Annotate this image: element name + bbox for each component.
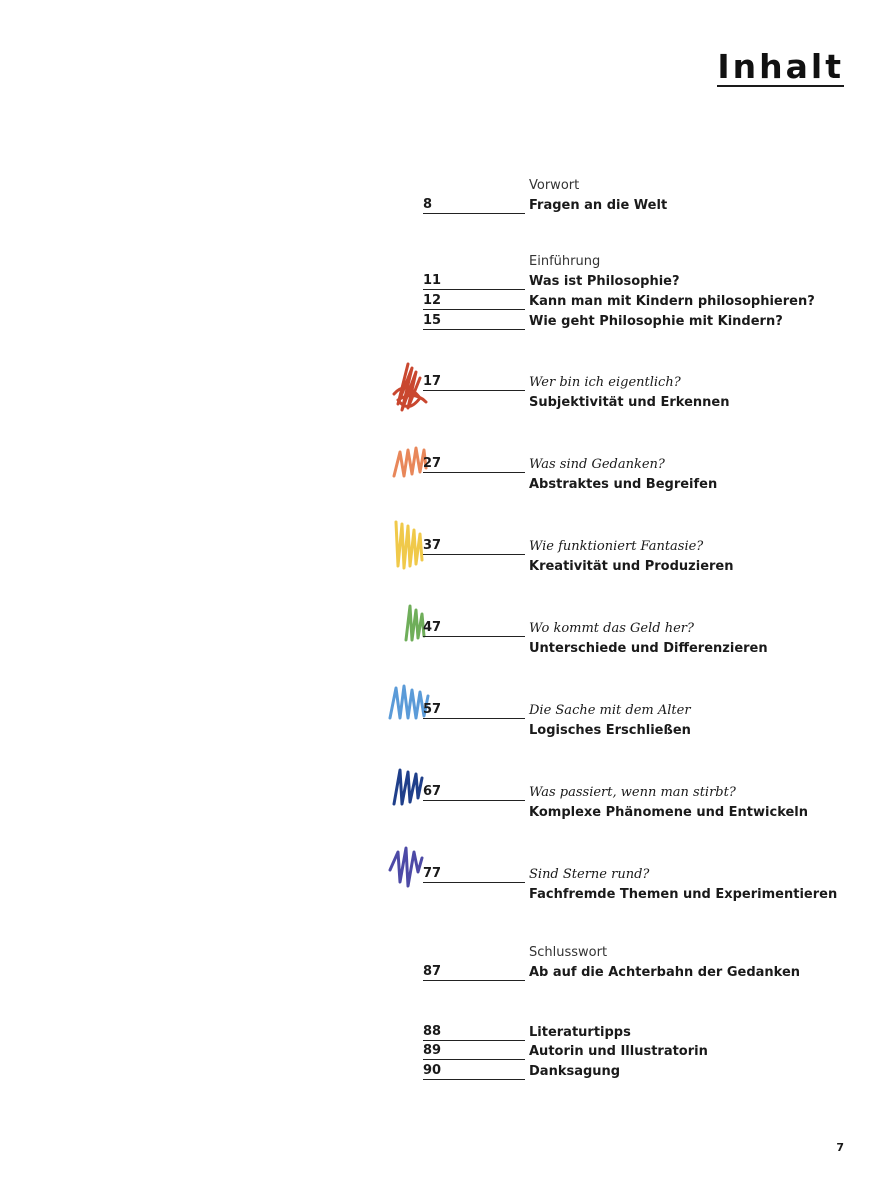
toc-page-number: 87 (423, 964, 525, 981)
toc-entry[interactable] (423, 273, 843, 290)
chapter-question: Wie funktioniert Fantasie? (529, 539, 704, 554)
toc-page-number: 89 (423, 1043, 525, 1060)
section-label-schlusswort: Schlusswort (529, 945, 608, 960)
toc-chapter-entry[interactable] (423, 702, 843, 719)
toc-chapter-entry[interactable] (423, 866, 843, 883)
chapter-question: Was passiert, wenn man stirbt? (529, 785, 736, 800)
chapter-theme: Kreativität und Produzieren (529, 559, 734, 574)
toc-page-number: 37 (423, 538, 525, 555)
toc-page-number: 88 (423, 1024, 525, 1041)
chapter-theme: Fachfremde Themen und Experimentieren (529, 887, 838, 902)
toc-entry-title: Literaturtipps (529, 1025, 631, 1040)
toc-page-number: 47 (423, 620, 525, 637)
chapter-question: Wer bin ich eigentlich? (529, 375, 681, 390)
toc-entry-title: Danksagung (529, 1064, 621, 1079)
toc-page-number: 67 (423, 784, 525, 801)
toc-chapter-entry[interactable] (423, 620, 843, 637)
chapter-theme: Logisches Erschließen (529, 723, 691, 738)
toc-entry-title: Was ist Philosophie? (529, 274, 680, 289)
toc-entry-title: Autorin und Illustratorin (529, 1044, 708, 1059)
section-label-vorwort: Vorwort (529, 178, 580, 193)
toc-chapter-entry[interactable] (423, 538, 843, 555)
toc-chapter-entry[interactable] (423, 374, 843, 391)
chapter-theme: Komplexe Phänomene und Entwickeln (529, 805, 809, 820)
page-title: Inhalt (717, 47, 844, 86)
chapter-question: Sind Sterne rund? (529, 867, 650, 882)
toc-page-number: 11 (423, 273, 525, 290)
toc-entry-title: Wie geht Philosophie mit Kindern? (529, 314, 783, 329)
toc-page-number: 15 (423, 313, 525, 330)
toc-page-number: 57 (423, 702, 525, 719)
chapter-theme: Abstraktes und Begreifen (529, 477, 718, 492)
section-label-einfuehrung: Einführung (529, 254, 601, 269)
toc-page-number: 90 (423, 1063, 525, 1080)
toc-entry[interactable] (423, 1024, 843, 1041)
toc-page-number: 12 (423, 293, 525, 310)
toc-entry-title: Fragen an die Welt (529, 198, 668, 213)
chapter-question: Wo kommt das Geld her? (529, 621, 694, 636)
toc-chapter-entry[interactable] (423, 784, 843, 801)
toc-page-number: 17 (423, 374, 525, 391)
chapter-theme: Subjektivität und Erkennen (529, 395, 730, 410)
chapter-question: Was sind Gedanken? (529, 457, 665, 472)
chapter-theme: Unterschiede und Differenzieren (529, 641, 768, 656)
page-number: 7 (836, 1141, 844, 1154)
toc-entry-title: Kann man mit Kindern philosophieren? (529, 294, 815, 309)
toc-page-number: 77 (423, 866, 525, 883)
toc-entry[interactable] (423, 313, 843, 330)
toc-entry[interactable] (423, 964, 843, 981)
chapter-question: Die Sache mit dem Alter (529, 703, 691, 718)
toc-entry[interactable] (423, 293, 843, 310)
toc-page-number: 8 (423, 197, 525, 214)
toc-entry[interactable] (423, 1043, 843, 1060)
toc-entry[interactable] (423, 197, 843, 214)
toc-chapter-entry[interactable] (423, 456, 843, 473)
toc-page-number: 27 (423, 456, 525, 473)
toc-entry[interactable] (423, 1063, 843, 1080)
toc-entry-title: Ab auf die Achterbahn der Gedanken (529, 965, 801, 980)
